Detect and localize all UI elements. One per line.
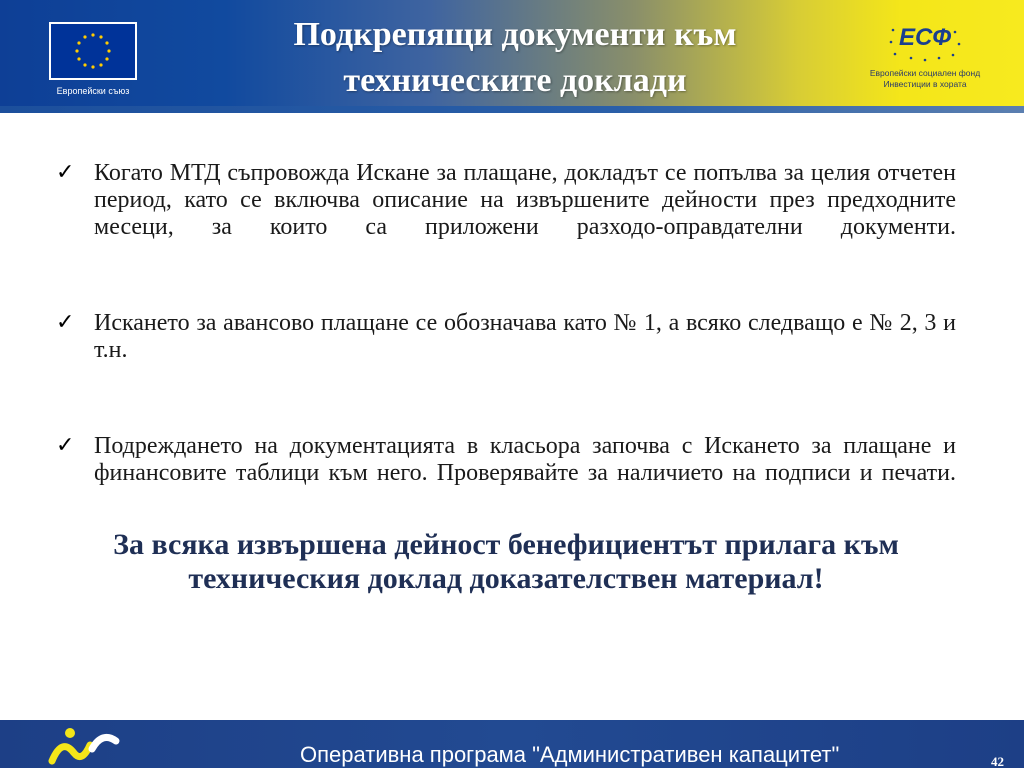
checkmark-icon: ✓ (56, 160, 75, 185)
esf-logo-text: ЕСФ (899, 24, 952, 51)
conclusion-line-2: техническия доклад доказателствен материал! (188, 562, 824, 595)
slide-header (0, 0, 1024, 113)
eu-caption: Европейски съюз (56, 86, 130, 96)
bullet-list (56, 160, 956, 556)
header-stripe (0, 106, 1024, 113)
page-number: 42 (991, 754, 1004, 769)
esf-caption-line-2: Инвестиции в хората (883, 79, 967, 89)
footer-program-name: Оперативна програма "Административен капацитет" (300, 742, 840, 767)
esf-logo (850, 22, 1000, 90)
title-line-1: Подкрепящи документи към (293, 16, 737, 53)
list-item (56, 160, 956, 268)
bullet-text: Когато МТД съпровожда Искане за плащане, докладът се попълва за целия отчетен период, като се включва описание на извършените дейности през предходните месеци, за които са приложени разходо-оправдателни документи. (94, 160, 956, 240)
bullet-text: Подреждането на документацията в класьора започва с Искането за плащане и финансовите таблици към него. Проверявайте за наличието на подписи и печати. (94, 433, 956, 486)
conclusion-statement (56, 528, 956, 596)
program-logo-icon (30, 723, 130, 772)
esf-emblem-icon (885, 22, 965, 62)
eu-logo (44, 22, 142, 96)
title-line-2: техническите доклади (343, 62, 687, 99)
list-item (56, 433, 956, 514)
list-item (56, 310, 956, 391)
bullet-text: Искането за авансово плащане се обозначава като № 1, а всяко следващо е № 2, 3 и т.н. (94, 310, 956, 363)
checkmark-icon: ✓ (56, 310, 75, 335)
conclusion-line-1: За всяка извършена дейност бенефициентът прилага към (113, 528, 899, 561)
checkmark-icon: ✓ (56, 433, 75, 458)
slide-footer (0, 720, 1024, 768)
page-title (215, 12, 815, 104)
esf-caption-line-1: Европейски социален фонд (869, 68, 981, 78)
esf-caption (850, 68, 1000, 90)
eu-flag-icon (49, 22, 137, 80)
